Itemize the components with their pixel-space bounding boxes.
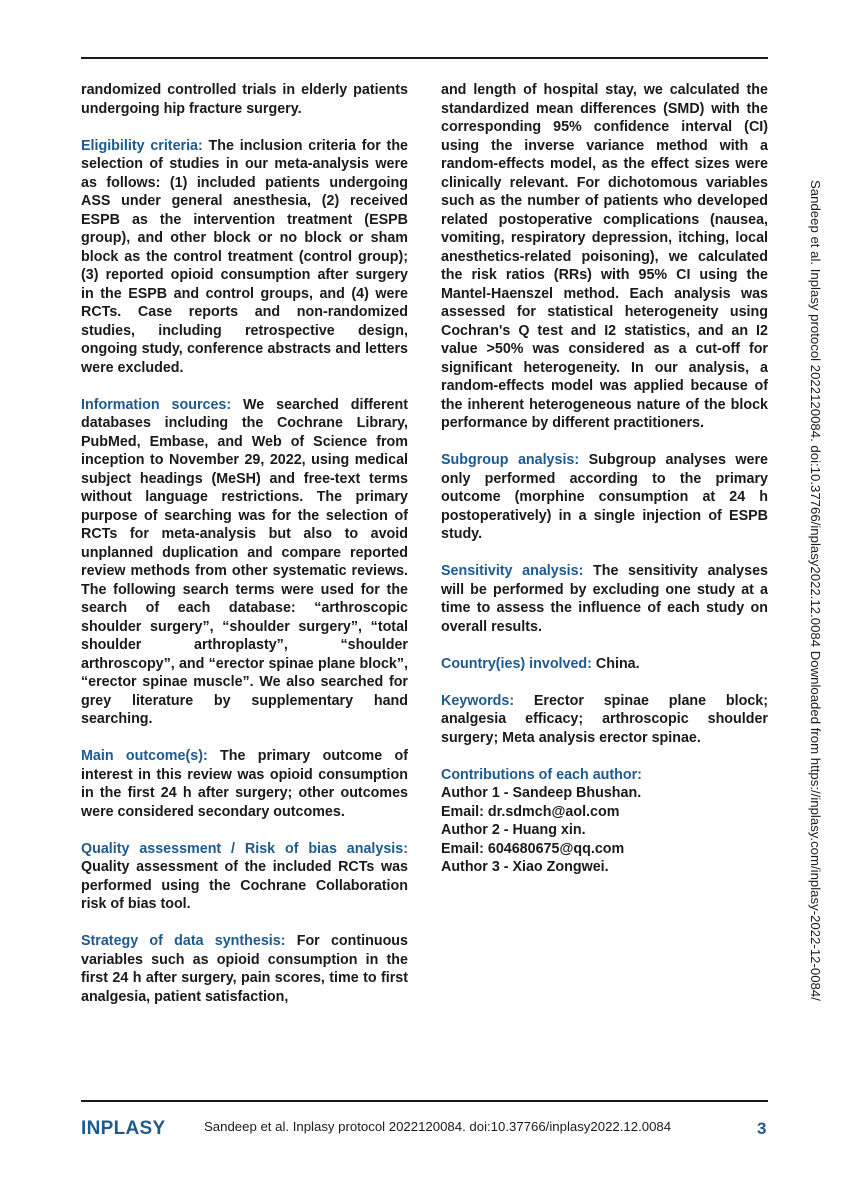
keywords-heading: Keywords: xyxy=(441,692,515,709)
contributions-heading: Contributions of each author: xyxy=(441,766,642,783)
sensitivity-text: The sensitivity analyses will be performed by excluding one study at a time to assess the influence of each study on overall results. xyxy=(441,563,768,635)
country-text: China. xyxy=(591,655,640,672)
quality-assessment-section xyxy=(81,840,408,914)
keywords-section xyxy=(441,692,768,748)
contributions-section xyxy=(441,766,768,877)
footer-rule xyxy=(81,1100,768,1102)
quality-assessment-heading: Quality assessment / Risk of bias analysis: xyxy=(81,840,408,857)
quality-assessment-text: Quality assessment of the included RCTs was performed using the Cochrane Collaboration risk of bias tool. xyxy=(81,859,408,912)
country-section xyxy=(441,655,768,674)
sensitivity-section xyxy=(441,562,768,636)
information-sources-section xyxy=(81,396,408,729)
right-column xyxy=(441,81,768,877)
side-download-note: Sandeep et al. Inplasy protocol 2022120084. doi:10.37766/inplasy2022.12.0084 Downloaded from https://inplasy.com/inplasy-2022-12-0084/ xyxy=(808,180,823,1001)
eligibility-text: The inclusion criteria for the selection of studies in our meta-analysis were as follows: (1) included patients undergoing ASS under general anesthesia, (2) received ESPB as the intervention treatment (ESPB group), and other block or no block or sham block as the control treatment (control group); (3) reported opioid consumption after surgery in the ESPB and control groups, and (4) were RCTs. Case reports and non-randomized studies, including retrospective design, ongoing study, conference abstracts and letters were excluded. xyxy=(81,137,408,376)
header-rule xyxy=(81,57,768,59)
subgroup-heading: Subgroup analysis: xyxy=(441,452,580,468)
data-synthesis-section xyxy=(81,932,408,1006)
subgroup-text: Subgroup analyses were only performed according to the primary outcome (morphine consumption at 24 h postoperatively) in a single injection of ESPB study. xyxy=(441,452,769,542)
data-synthesis-text: For continuous variables such as opioid consumption in the first 24 h after surgery, pain scores, time to first analgesia, patient satisfaction, xyxy=(81,933,408,1005)
data-synthesis-heading: Strategy of data synthesis: xyxy=(81,933,286,949)
main-outcomes-section xyxy=(81,747,408,821)
author-line: Author 3 - Xiao Zongwei. xyxy=(441,859,609,875)
left-column xyxy=(81,81,408,1025)
main-outcomes-heading: Main outcome(s): xyxy=(81,748,208,764)
eligibility-heading: Eligibility criteria: xyxy=(81,137,203,154)
intro-paragraph: randomized controlled trials in elderly patients undergoing hip fracture surgery. xyxy=(81,82,408,117)
author-line: Author 2 - Huang xin. xyxy=(441,822,586,838)
sensitivity-heading: Sensitivity analysis: xyxy=(441,563,584,579)
author-line: Email: 604680675@qq.com xyxy=(441,840,625,857)
eligibility-section xyxy=(81,137,408,378)
footer-brand-logo: INPLASY xyxy=(81,1118,166,1139)
data-synthesis-continuation: and length of hospital stay, we calculated the standardized mean differences (SMD) with the corresponding 95% confidence interval (CI) using the inverse variance method with a random-effects model, as the effect sizes were clinically relevant. For dichotomous variables such as the number of patients who developed related postoperative complications (nausea, vomiting, respiratory depression, itching, local anesthetics-related poisoning), we calculated the risk ratios (RRs) with 95% CI using the Mantel-Haenszel method. Each analysis was assessed for statistical heterogeneity using Cochran's Q test and I2 statistics, and an I2 value >50% was considered as a cut-off for significant heterogeneity. In our analysis, a random-effects model was applied because of the inherent heterogeneous nature of the block performance by different practitioners. xyxy=(441,82,768,431)
author-line: Email: dr.sdmch@aol.com xyxy=(441,803,620,820)
information-sources-text: We searched different databases including the Cochrane Library, PubMed, Embase, and Web of Science from inception to November 29, 2022, using medical subject headings (MeSH) and free-text terms without language restrictions. The primary purpose of searching was for the selection of RCTs for meta-analysis but also to avoid unplanned duplication and compare reported review methods from other systematic reviews. The following search terms were used for the search of each database: “arthroscopic shoulder surgery”, “shoulder surgery”, “total shoulder arthroplasty”, “shoulder arthroscopy”, and “erector spinae plane block”, “erector spinae muscle”. We also searched for grey literature by supplementary hand searching. xyxy=(81,396,408,727)
country-heading: Country(ies) involved: xyxy=(441,655,592,672)
subgroup-section xyxy=(441,451,768,544)
page-number: 3 xyxy=(757,1119,767,1138)
footer-citation: Sandeep et al. Inplasy protocol 2022120084. doi:10.37766/inplasy2022.12.0084 xyxy=(204,1119,672,1134)
information-sources-heading: Information sources: xyxy=(81,396,232,413)
main-outcomes-text: The primary outcome of interest in this review was opioid consumption in the first 24 h after surgery; other outcomes were considered secondary outcomes. xyxy=(81,748,408,820)
keywords-text: Erector spinae plane block; analgesia efficacy; arthroscopic shoulder surgery; Meta analysis erector spinae. xyxy=(441,692,768,746)
author-line: Author 1 - Sandeep Bhushan. xyxy=(441,785,642,801)
